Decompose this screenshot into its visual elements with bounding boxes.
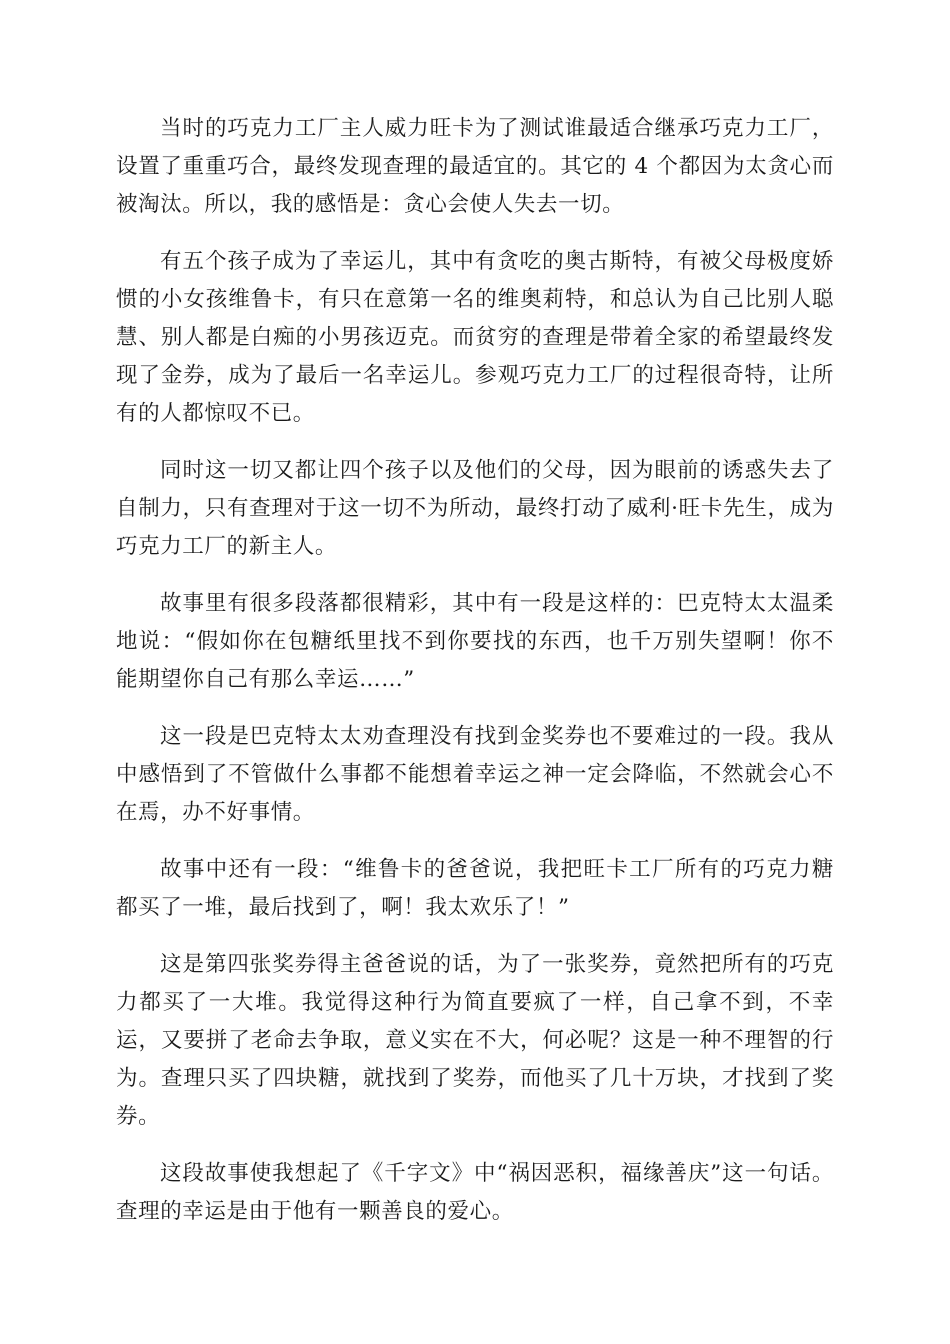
paragraph-3: 同时这一切又都让四个孩子以及他们的父母，因为眼前的诱惑失去了自制力，只有查理对于这一切不为所动，最终打动了威利·旺卡先生，成为巧克力工厂的新主人。	[116, 458, 834, 559]
paragraph-6: 故事中还有一段：“维鲁卡的爸爸说，我把旺卡工厂所有的巧克力糖都买了一堆，最后找到了，啊！我太欢乐了！”	[116, 857, 834, 920]
paragraph-5: 这一段是巴克特太太劝查理没有找到金奖券也不要难过的一段。我从中感悟到了不管做什么事都不能想着幸运之神一定会降临，不然就会心不在焉，办不好事情。	[116, 724, 834, 825]
paragraph-2: 有五个孩子成为了幸运儿，其中有贪吃的奥古斯特，有被父母极度娇惯的小女孩维鲁卡，有只在意第一名的维奥莉特，和总认为自己比别人聪慧、别人都是白痴的小男孩迈克。而贫穷的查理是带着全家的希望最终发现了金券，成为了最后一名幸运儿。参观巧克力工厂的过程很奇特，让所有的人都惊叹不已。	[116, 249, 834, 426]
paragraph-1: 当时的巧克力工厂主人威力旺卡为了测试谁最适合继承巧克力工厂，设置了重重巧合，最终发现查理的最适宜的。其它的 4 个都因为太贪心而被淘汰。所以，我的感悟是：贪心会使人失去一切。	[116, 116, 834, 217]
paragraph-8: 这段故事使我想起了《千字文》中“祸因恶积，福缘善庆”这一句话。查理的幸运是由于他有一颗善良的爱心。	[116, 1161, 834, 1224]
document-body	[116, 110, 834, 1250]
paragraph-4: 故事里有很多段落都很精彩，其中有一段是这样的：巴克特太太温柔地说：“假如你在包糖纸里找不到你要找的东西，也千万别失望啊！你不能期望你自己有那么幸运……”	[116, 591, 834, 692]
paragraph-7: 这是第四张奖券得主爸爸说的话，为了一张奖券，竟然把所有的巧克力都买了一大堆。我觉得这种行为简直要疯了一样，自己拿不到，不幸运，又要拼了老命去争取，意义实在不大，何必呢？这是一种不理智的行为。查理只买了四块糖，就找到了奖券，而他买了几十万块，才找到了奖券。	[116, 952, 834, 1129]
